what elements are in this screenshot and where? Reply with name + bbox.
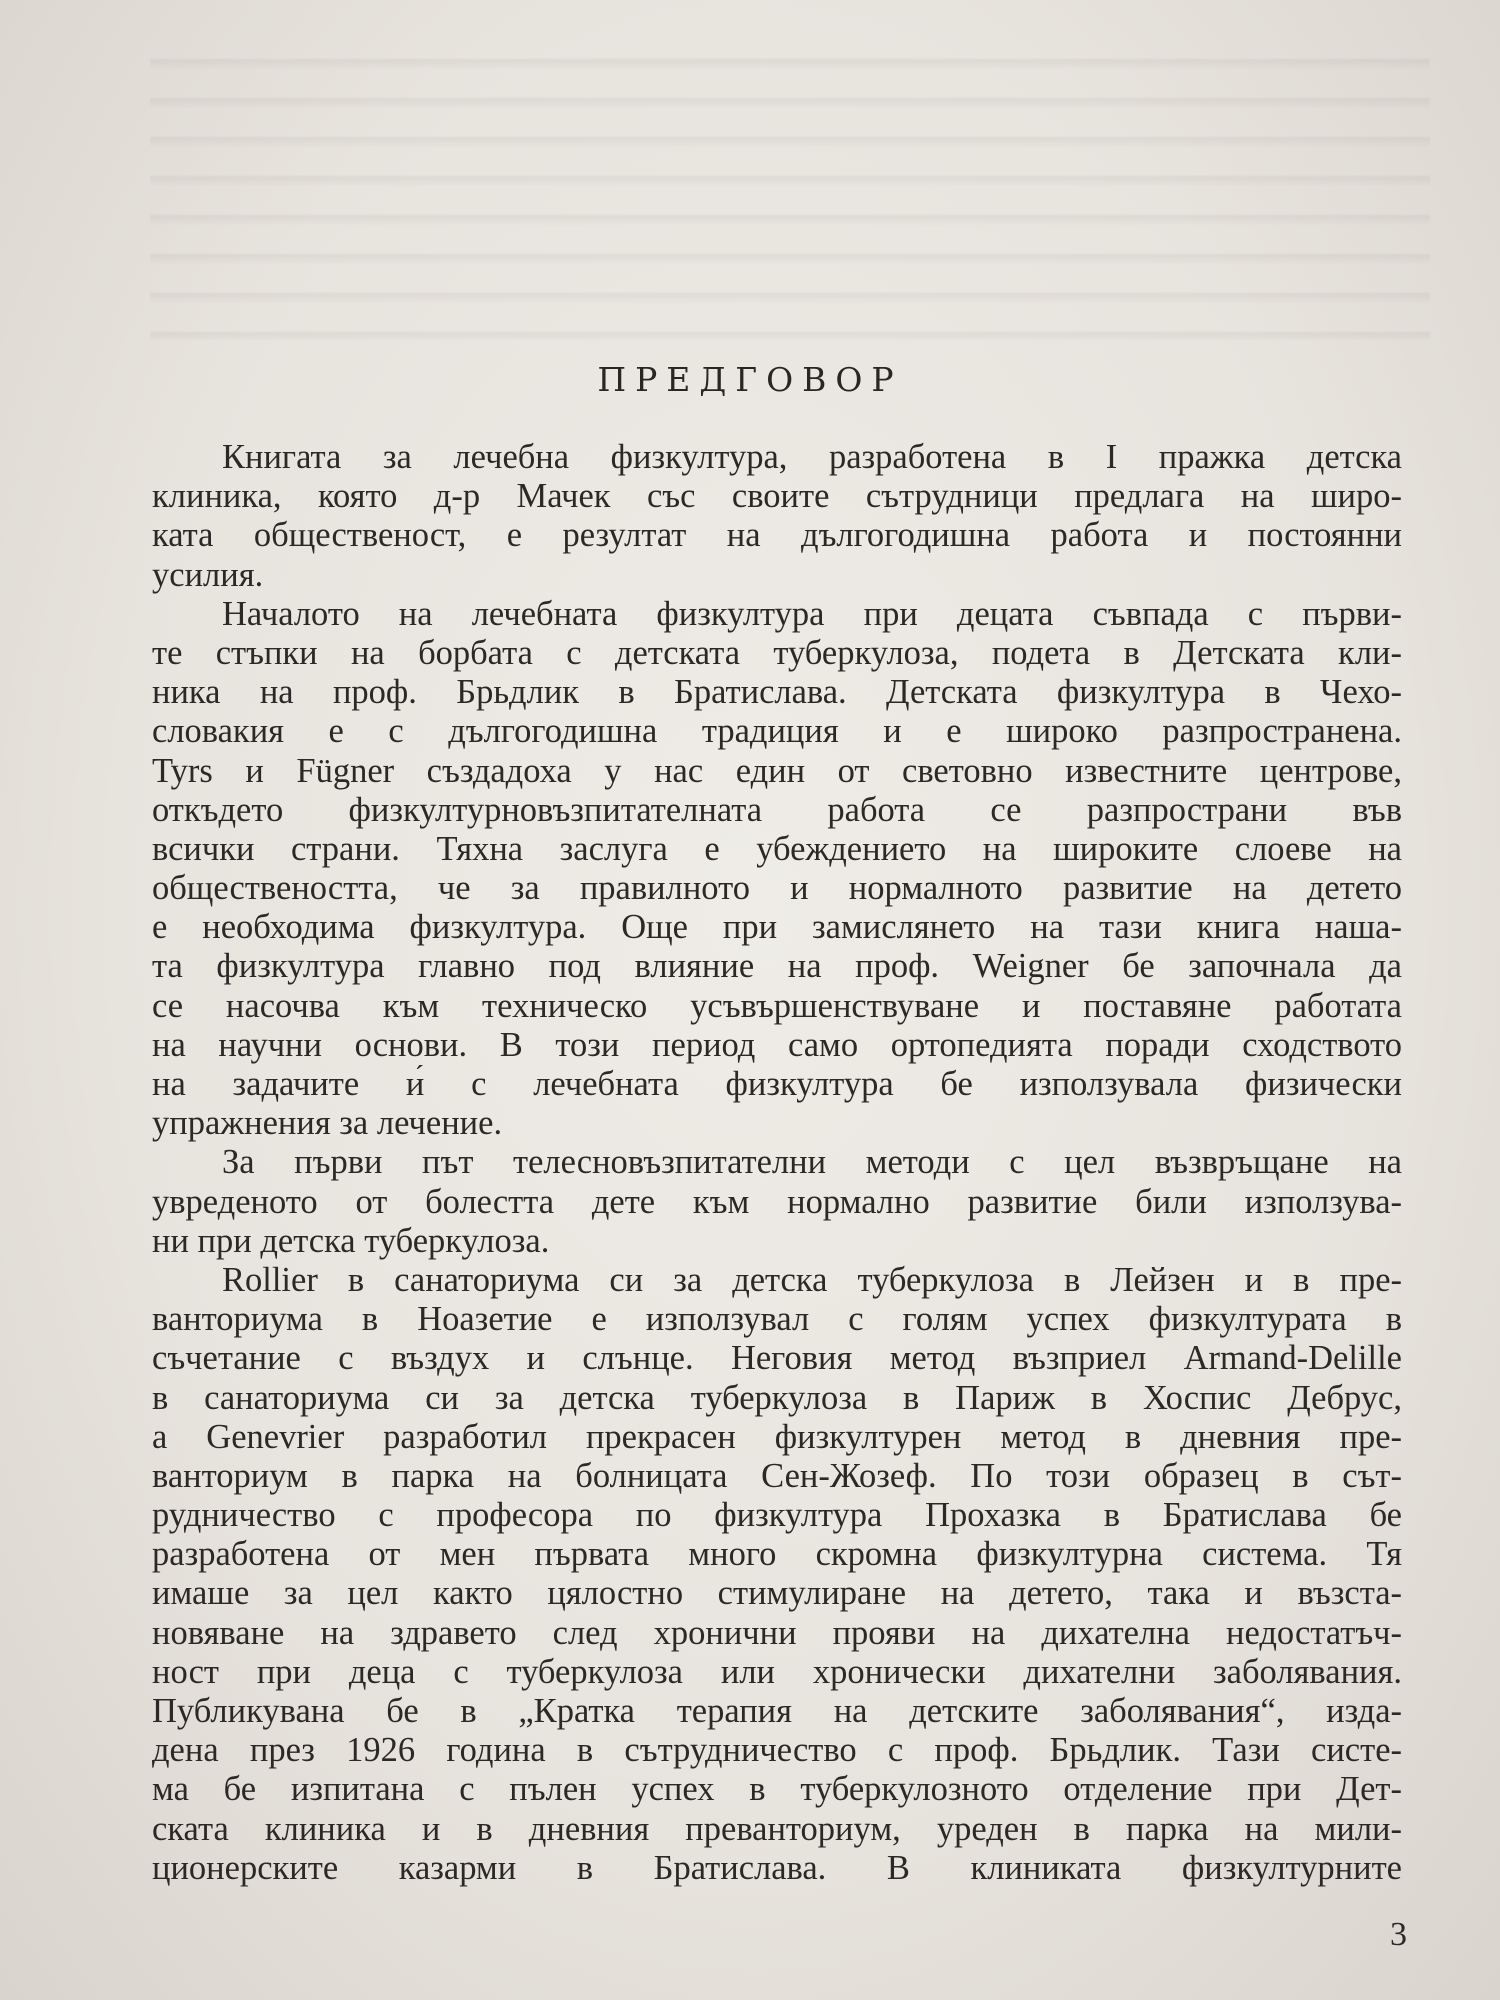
text-line: в санаториума си за детска туберкулоза в Париж в Хоспис Дебрус, bbox=[152, 1378, 1402, 1417]
text-line: Книгата за лечебна физкултура, разработена в I пражка детска bbox=[222, 438, 1402, 476]
text-line: та физкултура главно под влияние на проф. Weigner бе започнала да bbox=[152, 947, 1402, 986]
page-number: 3 bbox=[1390, 1916, 1407, 1953]
text-line: Rollier в санаториума си за детска туберкулоза в Лейзен и в пре- bbox=[222, 1260, 1402, 1299]
text-line: Tyrs и Fügner създадоха у нас един от световно известните центрове, bbox=[152, 751, 1402, 790]
text-line: разработена от мен първата много скромна физкултурна система. Тя bbox=[152, 1535, 1402, 1574]
text-line: словакия е с дългогодишна традиция и е широко разпространена. bbox=[152, 712, 1402, 751]
text-line: ника на проф. Брьдлик в Братислава. Детската физкултура в Чехо- bbox=[152, 673, 1402, 712]
text-line: откъдето физкултурновъзпитателната работа се разпространи във bbox=[152, 790, 1402, 829]
text-line: имаше за цел както цялостно стимулиране на детето, така и възста- bbox=[152, 1574, 1402, 1613]
text-line: За първи път телесновъзпитателни методи с цел възвръщане на bbox=[222, 1143, 1402, 1182]
page-heading: ПРЕДГОВОР bbox=[597, 360, 903, 399]
bleed-through-texture bbox=[150, 40, 1430, 340]
text-line: a Genevrier разработил прекрасен физкултурен метод в дневния пре- bbox=[152, 1417, 1402, 1456]
text-line: те стъпки на борбата с детската туберкулоза, подета в Детската кли- bbox=[152, 633, 1402, 672]
text-line: ност при деца с туберкулоза или хронически дихателни заболявания. bbox=[152, 1652, 1402, 1691]
text-line: рудничество с професора по физкултура Прохазка в Братислава бе bbox=[152, 1496, 1402, 1535]
text-line: всички страни. Тяхна заслуга е убеждението на широките слоеве на bbox=[152, 829, 1402, 868]
text-line: ванториума в Ноазетие е използувал с голям успех физкултурата в bbox=[152, 1300, 1402, 1339]
text-line: усилия. bbox=[152, 555, 264, 594]
text-line: ни при детска туберкулоза. bbox=[152, 1221, 550, 1260]
text-line: на научни основи. В този период само ортопедията поради сходството bbox=[152, 1025, 1402, 1064]
text-line: ската клиника и в дневния преванториум, уреден в парка на мили- bbox=[152, 1809, 1402, 1848]
text-line: дена през 1926 година в сътрудничество с проф. Брьдлик. Тази систе- bbox=[152, 1731, 1402, 1770]
text-line: клиника, която д-р Мачек със своите сътрудници предлага на широ- bbox=[152, 477, 1402, 516]
text-line: на задачите и́ с лечебната физкултура бе използувала физически bbox=[152, 1065, 1402, 1103]
text-line: увреденото от болестта дете към нормално развитие били използува- bbox=[152, 1182, 1402, 1221]
text-line: ванториум в парка на болницата Сен-Жозеф. По този образец в сът- bbox=[152, 1456, 1402, 1495]
text-line: обществеността, че за правилното и нормалното развитие на детето bbox=[152, 869, 1402, 908]
text-line: Публикувана бе в „Кратка терапия на детските заболявания“, изда- bbox=[152, 1692, 1402, 1730]
text-line: Началото на лечебната физкултура при децата съвпада с първи- bbox=[222, 594, 1402, 633]
text-line: ма бе изпитана с пълен успех в туберкулозното отделение при Дет- bbox=[152, 1770, 1402, 1809]
text-line: упражнения за лечение. bbox=[152, 1104, 503, 1143]
text-line: ционерските казарми в Братислава. В клиниката физкултурните bbox=[152, 1848, 1402, 1887]
text-line: съчетание с въздух и слънце. Неговия метод възприел Armand-Delille bbox=[152, 1339, 1402, 1378]
text-line: се насочва към техническо усъвършенствуване и поставяне работата bbox=[152, 986, 1402, 1025]
body-text bbox=[152, 438, 1402, 1888]
text-line: новяване на здравето след хронични прояви на дихателна недостатъч- bbox=[152, 1613, 1402, 1652]
text-line: е необходима физкултура. Още при замислянето на тази книга наша- bbox=[152, 908, 1402, 947]
text-line: ката общественост, е резултат на дългогодишна работа и постоянни bbox=[152, 516, 1402, 555]
